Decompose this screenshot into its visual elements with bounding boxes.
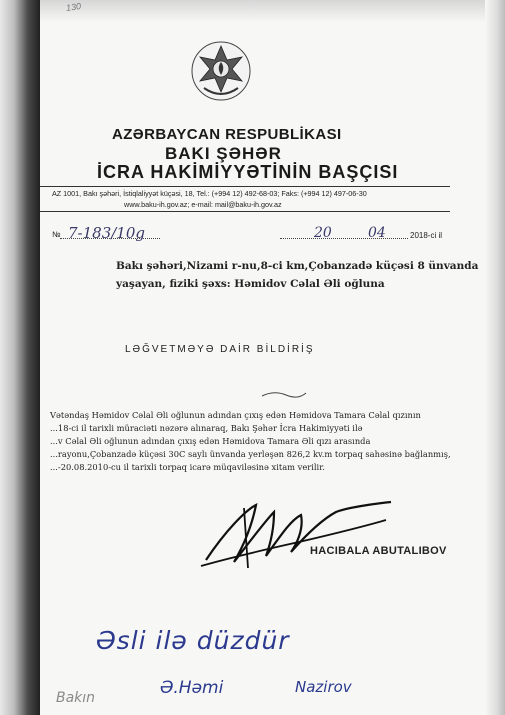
- date-line: [280, 238, 408, 239]
- scan-shadow-right: [485, 0, 505, 715]
- page-number: 130: [65, 1, 82, 13]
- header-republic: AZƏRBAYCAN RESPUBLİKASI: [112, 126, 342, 143]
- body-line-1: Vətəndaş Həmidov Cəlal Əli oğlunun adından çıxış edən Həmidova Tamara Cəlal qızının: [50, 410, 421, 420]
- handwritten-faint-text: Bakın: [56, 690, 96, 706]
- header-rule-bottom: [40, 211, 450, 212]
- reference-number-label: №: [52, 230, 61, 239]
- addressee-line-2: yaşayan, fiziki şəxs: Həmidov Cəlal Əli oğluna: [116, 278, 385, 290]
- state-emblem-icon: [190, 40, 252, 102]
- contact-web-email: www.baku-ih.gov.az; e-mail: mail@baku-ih.gov.az: [124, 200, 282, 209]
- scribble-mark: [260, 388, 308, 400]
- body-line-3: ...v Cəlal Əli oğlunun adından çıxış edən Həmidova Tamara Əli qızı arasında: [50, 436, 371, 446]
- body-line-5: ...-20.08.2010-cu il tarixli torpaq icarə müqaviləsinə xitam verilir.: [50, 462, 325, 472]
- signer-name: HACIBALA ABUTALIBOV: [310, 545, 447, 557]
- document-title: LƏĞVETMƏYƏ DAİR BİLDİRİŞ: [125, 344, 315, 355]
- body-line-2: ...18-ci il tarixli müraciəti nəzərə alınaraq, Bakı Şəhər İcra Hakimiyyəti ilə: [50, 423, 363, 433]
- reference-number: 7-183/10g: [68, 224, 145, 242]
- scan-shadow-left: [0, 0, 40, 715]
- handwritten-initials: Ə.Həmi: [160, 678, 224, 698]
- addressee-line-1: Bakı şəhəri,Nizami r-nu,8-ci km,Çobanzadə küçəsi 8 ünvanda: [116, 260, 479, 272]
- contact-address-phone: AZ 1001, Bakı şəhəri, İstiqlaliyyət küçəsi, 18, Tel.: (+994 12) 492-68-03; Faks: (+994 12) 497-06-30: [52, 189, 367, 198]
- header-rule-top: [40, 186, 450, 187]
- date-year: 2018-ci il: [410, 231, 443, 240]
- header-office: İCRA HAKİMİYYƏTİNİN BAŞÇISI: [97, 162, 399, 182]
- handwritten-certification: Əsli ilə düzdür: [96, 626, 290, 655]
- handwritten-surname: Nazirov: [295, 678, 352, 696]
- date-day: 20: [314, 225, 332, 241]
- signature-mark: [196, 490, 396, 580]
- body-line-4: ...rayonu,Çobanzadə küçəsi 30C saylı ünvanda yerləşən 826,2 kv.m torpaq sahəsinə bağlanmış,: [50, 449, 451, 459]
- header-city: BAKI ŞƏHƏR: [165, 144, 282, 163]
- date-month: 04: [368, 225, 386, 241]
